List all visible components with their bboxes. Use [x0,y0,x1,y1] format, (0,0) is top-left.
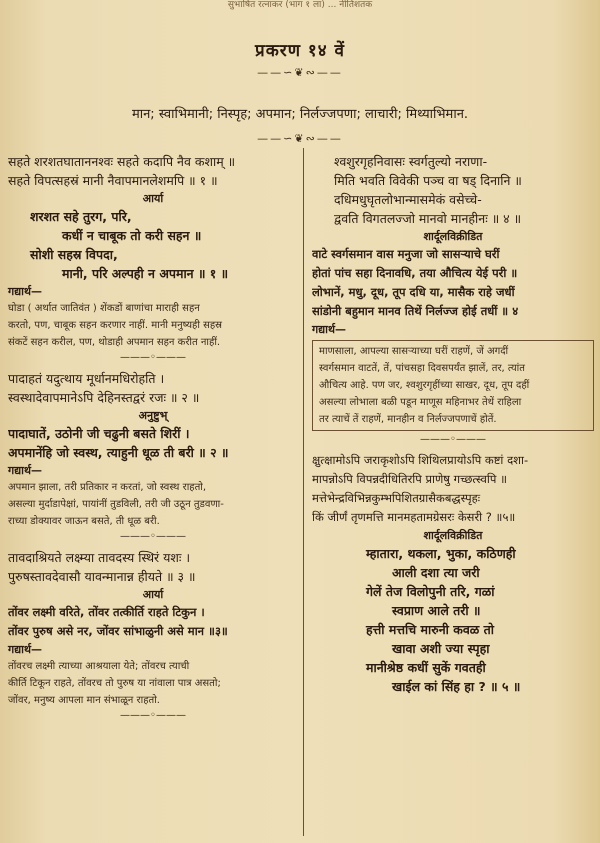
verse-5-sanskrit [312,451,594,527]
verse-line: म्हातारा, थकला, भुका, कठिणही [366,546,516,561]
left-column [8,152,298,723]
verse-3-marathi [8,603,298,641]
verse-line: आली दशा त्या जरी [392,565,480,580]
verse-line: द्ववति विगतलज्जो मानवो मानहीनः ॥ ४ ॥ [334,211,522,226]
verse-line: सांडोनी बहुमान मानव तिथें निर्लज्ज होई तधीं ॥ ४ [312,304,519,318]
verse-3-sanskrit [8,548,298,586]
verse-4-sanskrit [312,152,594,228]
verse-1-marathi [8,207,298,283]
verse-line: श्वशुरगृहनिवासः स्वर्गतुल्यो नराणा- [334,154,488,169]
verse-2-marathi [8,424,298,462]
gloss-line: औचित्य आहे. पण जर, श्वशुरगृहींच्या साखर, दूध, तूप दहीं [319,380,530,391]
verse-line: स्वस्थादेवापमानेऽपि देहिनस्तद्वरं रजः ॥ २ ॥ [8,390,200,405]
verse-line: सहते शरशतघाताननश्वः सहते कदापि नैव कशाम् ॥ [8,154,236,169]
section-separator: ———◦——— [120,710,186,721]
verse-line: गेलें तेज विलोपुनी तरि, गळां [366,584,495,599]
gloss-label: गद्यार्थ— [8,285,43,298]
verse-line: दधिमधुघृतलोभान्मासमेकं वसेच्चे- [334,192,482,207]
section-separator: ———◦——— [120,531,186,542]
verse-line: सहते विपत्सहस्रं मानी नैवापमानलेशमपि ॥ १ ॥ [8,173,218,188]
verse-line: हत्ती मत्तचि मारुनी कवळ तो [366,622,494,637]
verse-1-sanskrit [8,152,298,190]
verse-4-gloss [312,340,594,431]
verse-line: स्वप्राण आले तरी ॥ [392,603,481,618]
gloss-line: माणसाला, आपल्या सासऱ्याच्या घरीं राहणें, जें अगदीं [319,346,509,357]
column-divider [303,148,304,836]
meter-label: शार्दूलविक्रीडित [423,529,483,542]
chapter-title: प्रकरण १४ वें [255,41,345,61]
gloss-line: जोंवर, मनुष्य आपला मान संभाळून राहतो. [8,695,160,706]
section-separator: ———◦——— [120,352,186,363]
meter-label: शार्दूलविक्रीडित [423,230,483,243]
gloss-line: असल्या मुर्दाडापेक्षां, पायांनीं तुडविली, तरी जी उठून तुडवणा- [8,499,224,510]
gloss-line: संकटें सहन करील, पण, थोडाही अपमान सहन करीत नाहीं. [8,337,221,348]
verse-line: तावदाश्रियते लक्ष्म्या तावदस्य स्थिरं यशः । [8,550,191,565]
gloss-line: तोंवरच लक्ष्मी त्याच्या आश्रयाला येते; तोंवरच त्याची [8,661,190,672]
section-separator: ———◦——— [420,434,486,445]
gloss-line: अपमान झाला, तरी प्रतिकार न करतां, जो स्वस्थ राहतो, [8,482,207,493]
gloss-line: स्वर्गसमान वाटतें, तें, पांचसहा दिवसपर्यंत झालें, तर, त्यांत [319,363,525,374]
verse-line: शरशत सहे तुरग, परि, [30,209,132,224]
chapter-subject: मान; स्वाभिमानी; निस्पृह; अपमान; निर्लज्जपणा; लाचारी; मिथ्याभिमान. [131,107,469,122]
meter-label: आर्या [142,588,164,601]
verse-line: तोंवर पुरुष असे नर, जोंवर सांभाळुनी असे मान ॥३॥ [8,624,228,638]
gloss-line: घोडा ( अर्थात जातिवंत ) शेंकडों बाणांचा माराही सहन [8,303,200,314]
ornament-divider: ——∽❦∾—— [257,66,343,79]
ornament-divider-2: ——∽❦∾—— [257,132,343,145]
verse-line: वाटे स्वर्गसमान वास मनुजा जो सासऱ्याचे घरीं [312,247,500,261]
verse-2-sanskrit [8,369,298,407]
verse-line: मानीश्रेष्ठ कधीं सुकें गवतही [366,660,486,675]
verse-line: पादाहतं यदुत्थाय मूर्धानमधिरोहति । [8,371,165,386]
gloss-line: करतो, पण, चाबूक सहन करणार नाहीं. मानी मनुष्यही सहस्र [8,320,223,331]
gloss-label: गद्यार्थ— [312,323,347,336]
verse-line: कधीं न चाबूक तो करी सहन ॥ [62,228,202,243]
verse-line: अपमानेंहि जो स्वस्थ, त्याहुनी धूळ ती बरी ॥ २ ॥ [8,445,229,460]
right-column [312,152,594,696]
verse-line: किं जीर्णं तृणमत्ति मानमहतामग्रेसरः केसरी ? ॥५॥ [312,510,516,524]
gloss-line: तर त्याचें तें राहणें, मानहीन व निर्लज्जपणाचें होतें. [319,414,497,425]
meter-label: आर्या [142,192,164,205]
gloss-line: असल्या लोभाला बळी पडून माणूस महिनाभर तेथें राहिला [319,397,522,408]
verse-line: पुरुषस्तावदेवासौ यावन्मानान्न हीयते ॥ ३ ॥ [8,569,196,584]
verse-line: लोभानें, मधु, दूध, तूप दधि या, मासैक राहे जधीं [312,285,515,299]
verse-line: खावा अशी ज्या स्पृहा [392,641,490,656]
verse-line: पादाघातें, उठोनी जी चढुनी बसते शिरीं । [8,426,190,441]
verse-line: सोशी सहस्र विपदा, [30,247,118,262]
verse-line: मानी, परि अल्पही न अपमान ॥ १ ॥ [62,266,229,281]
gloss-line: राच्या डोक्यावर जाऊन बसते, ती धूळ बरी. [8,516,160,527]
verse-5-marathi [312,544,594,696]
verse-line: मिति भवति विवेकी पञ्च वा षड् दिनानि ॥ [334,173,522,188]
verse-4-marathi [312,245,594,321]
gloss-label: गद्यार्थ— [8,643,43,656]
gloss-label: गद्यार्थ— [8,464,43,477]
verse-line: तोंवर लक्ष्मी वरिते, तोंवर तत्कीर्ति राहते टिकुन । [8,605,205,619]
verse-line: खाईल कां सिंह हा ? ॥ ५ ॥ [392,679,521,694]
verse-line: मत्तेभेन्द्रविभिन्नकुम्भपिशितग्रासैकबद्धस्पृहः [312,491,481,505]
verse-line: क्षुत्क्षामोऽपि जराकृशोऽपि शिथिलप्रायोऽपि कष्टां दशा- [312,453,529,467]
verse-2-gloss [8,479,298,530]
meter-label: अनुष्टुभ् [138,409,168,422]
verse-1-gloss [8,300,298,351]
verse-line: होतां पांच सहा दिनावधि, तया औचित्य येई परी ॥ [312,266,518,280]
page-header-strip: सुभाषित रत्नाकर (भाग १ ला) ... नीतिशतक [227,0,373,10]
verse-3-gloss [8,658,298,709]
gloss-line: कीर्ति टिकून राहते, तोंवरच तो पुरुष या नांवाला पात्र असतो; [8,678,221,689]
verse-line: मापन्नोऽपि विपन्नदीधितिरपि प्राणेषु गच्छत्स्वपि ॥ [312,472,507,486]
